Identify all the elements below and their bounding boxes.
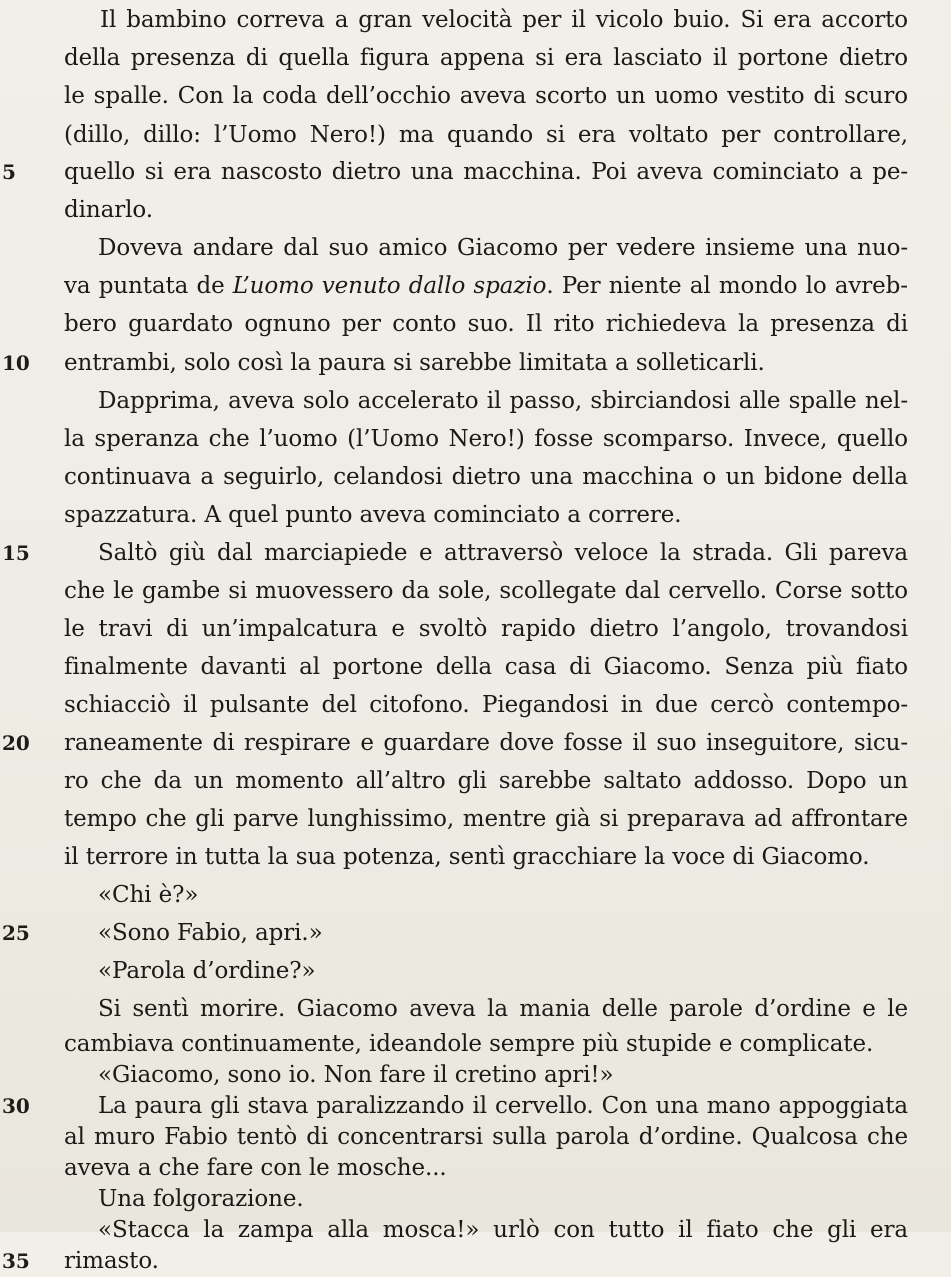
text-line-3: le spalle. Con la coda dell’occhio aveva scorto un uomo vestito di scuro <box>64 83 908 109</box>
line-number-10: 10 <box>2 351 30 375</box>
text-line-12: la speranza che l’uomo (l’Uomo Nero!) fosse scomparso. Invece, quello <box>64 426 908 452</box>
text-line-7: Doveva andare dal suo amico Giacomo per vedere insieme una nuo- <box>98 235 908 261</box>
text-line-10: entrambi, solo così la paura si sarebbe limitata a solleticarli. <box>64 350 765 376</box>
line-number-35: 35 <box>2 1249 30 1273</box>
text-line-14: spazzatura. A quel punto aveva cominciato a correre. <box>64 502 682 528</box>
text-line-19: schiacciò il pulsante del citofono. Piegandosi in due cercò contempo- <box>64 692 908 718</box>
text-line-17: le travi di un’impalcatura e svoltò rapido dietro l’angolo, trovandosi <box>64 616 908 642</box>
text-line-22: tempo che gli parve lunghissimo, mentre già si preparava ad affrontare <box>64 806 908 832</box>
text-line-25: «Sono Fabio, apri.» <box>98 920 323 946</box>
book-title: L’uomo venuto dallo spazio <box>232 273 547 299</box>
text-line-29: «Giacomo, sono io. Non fare il cretino apri!» <box>98 1062 614 1088</box>
line-number-5: 5 <box>2 160 16 184</box>
text-line-8-end: . Per niente al mondo lo avreb- <box>546 273 908 299</box>
text-line-32: aveva a che fare con le mosche... <box>64 1155 447 1181</box>
line-number-20: 20 <box>2 731 30 755</box>
text-line-16: che le gambe si muovessero da sole, scollegate dal cervello. Corse sotto <box>64 578 908 604</box>
text-line-34: «Stacca la zampa alla mosca!» urlò con tutto il fiato che gli era <box>98 1217 908 1243</box>
line-number-15: 15 <box>2 541 30 565</box>
text-line-6: dinarlo. <box>64 197 153 223</box>
text-line-30: La paura gli stava paralizzando il cervello. Con una mano appoggiata <box>98 1093 908 1119</box>
text-line-8-start: va puntata de <box>64 273 233 299</box>
text-line-13: continuava a seguirlo, celandosi dietro una macchina o un bidone della <box>64 464 908 490</box>
text-line-20: raneamente di respirare e guardare dove fosse il suo inseguitore, sicu- <box>64 730 908 756</box>
text-line-8 <box>64 268 908 304</box>
text-line-33: Una folgorazione. <box>98 1186 304 1212</box>
text-line-21: ro che da un momento all’altro gli sarebbe saltato addosso. Dopo un <box>64 768 908 794</box>
text-line-2: della presenza di quella figura appena si era lasciato il portone dietro <box>64 45 908 71</box>
text-line-26: «Parola d’ordine?» <box>98 958 316 984</box>
text-line-5: quello si era nascosto dietro una macchina. Poi aveva cominciato a pe- <box>64 159 908 185</box>
text-line-24: «Chi è?» <box>98 882 199 908</box>
text-line-35: rimasto. <box>64 1248 159 1274</box>
text-line-27: Si sentì morire. Giacomo aveva la mania delle parole d’ordine e le <box>98 996 908 1022</box>
text-line-23: il terrore in tutta la sua potenza, sentì gracchiare la voce di Giacomo. <box>64 844 870 870</box>
text-line-31: al muro Fabio tentò di concentrarsi sulla parola d’ordine. Qualcosa che <box>64 1124 908 1150</box>
text-line-4: (dillo, dillo: l’Uomo Nero!) ma quando si era voltato per controllare, <box>64 122 908 148</box>
text-line-18: finalmente davanti al portone della casa di Giacomo. Senza più fiato <box>64 654 908 680</box>
text-line-9: bero guardato ognuno per conto suo. Il rito richiedeva la presenza di <box>64 311 908 337</box>
line-number-30: 30 <box>2 1094 30 1118</box>
text-line-11: Dapprima, aveva solo accelerato il passo, sbirciandosi alle spalle nel- <box>98 388 908 414</box>
text-line-15: Saltò giù dal marciapiede e attraversò veloce la strada. Gli pareva <box>98 540 908 566</box>
text-line-28: cambiava continuamente, ideandole sempre più stupide e complicate. <box>64 1031 874 1057</box>
text-line-1: Il bambino correva a gran velocità per il vicolo buio. Si era accorto <box>100 7 908 33</box>
line-number-25: 25 <box>2 921 30 945</box>
